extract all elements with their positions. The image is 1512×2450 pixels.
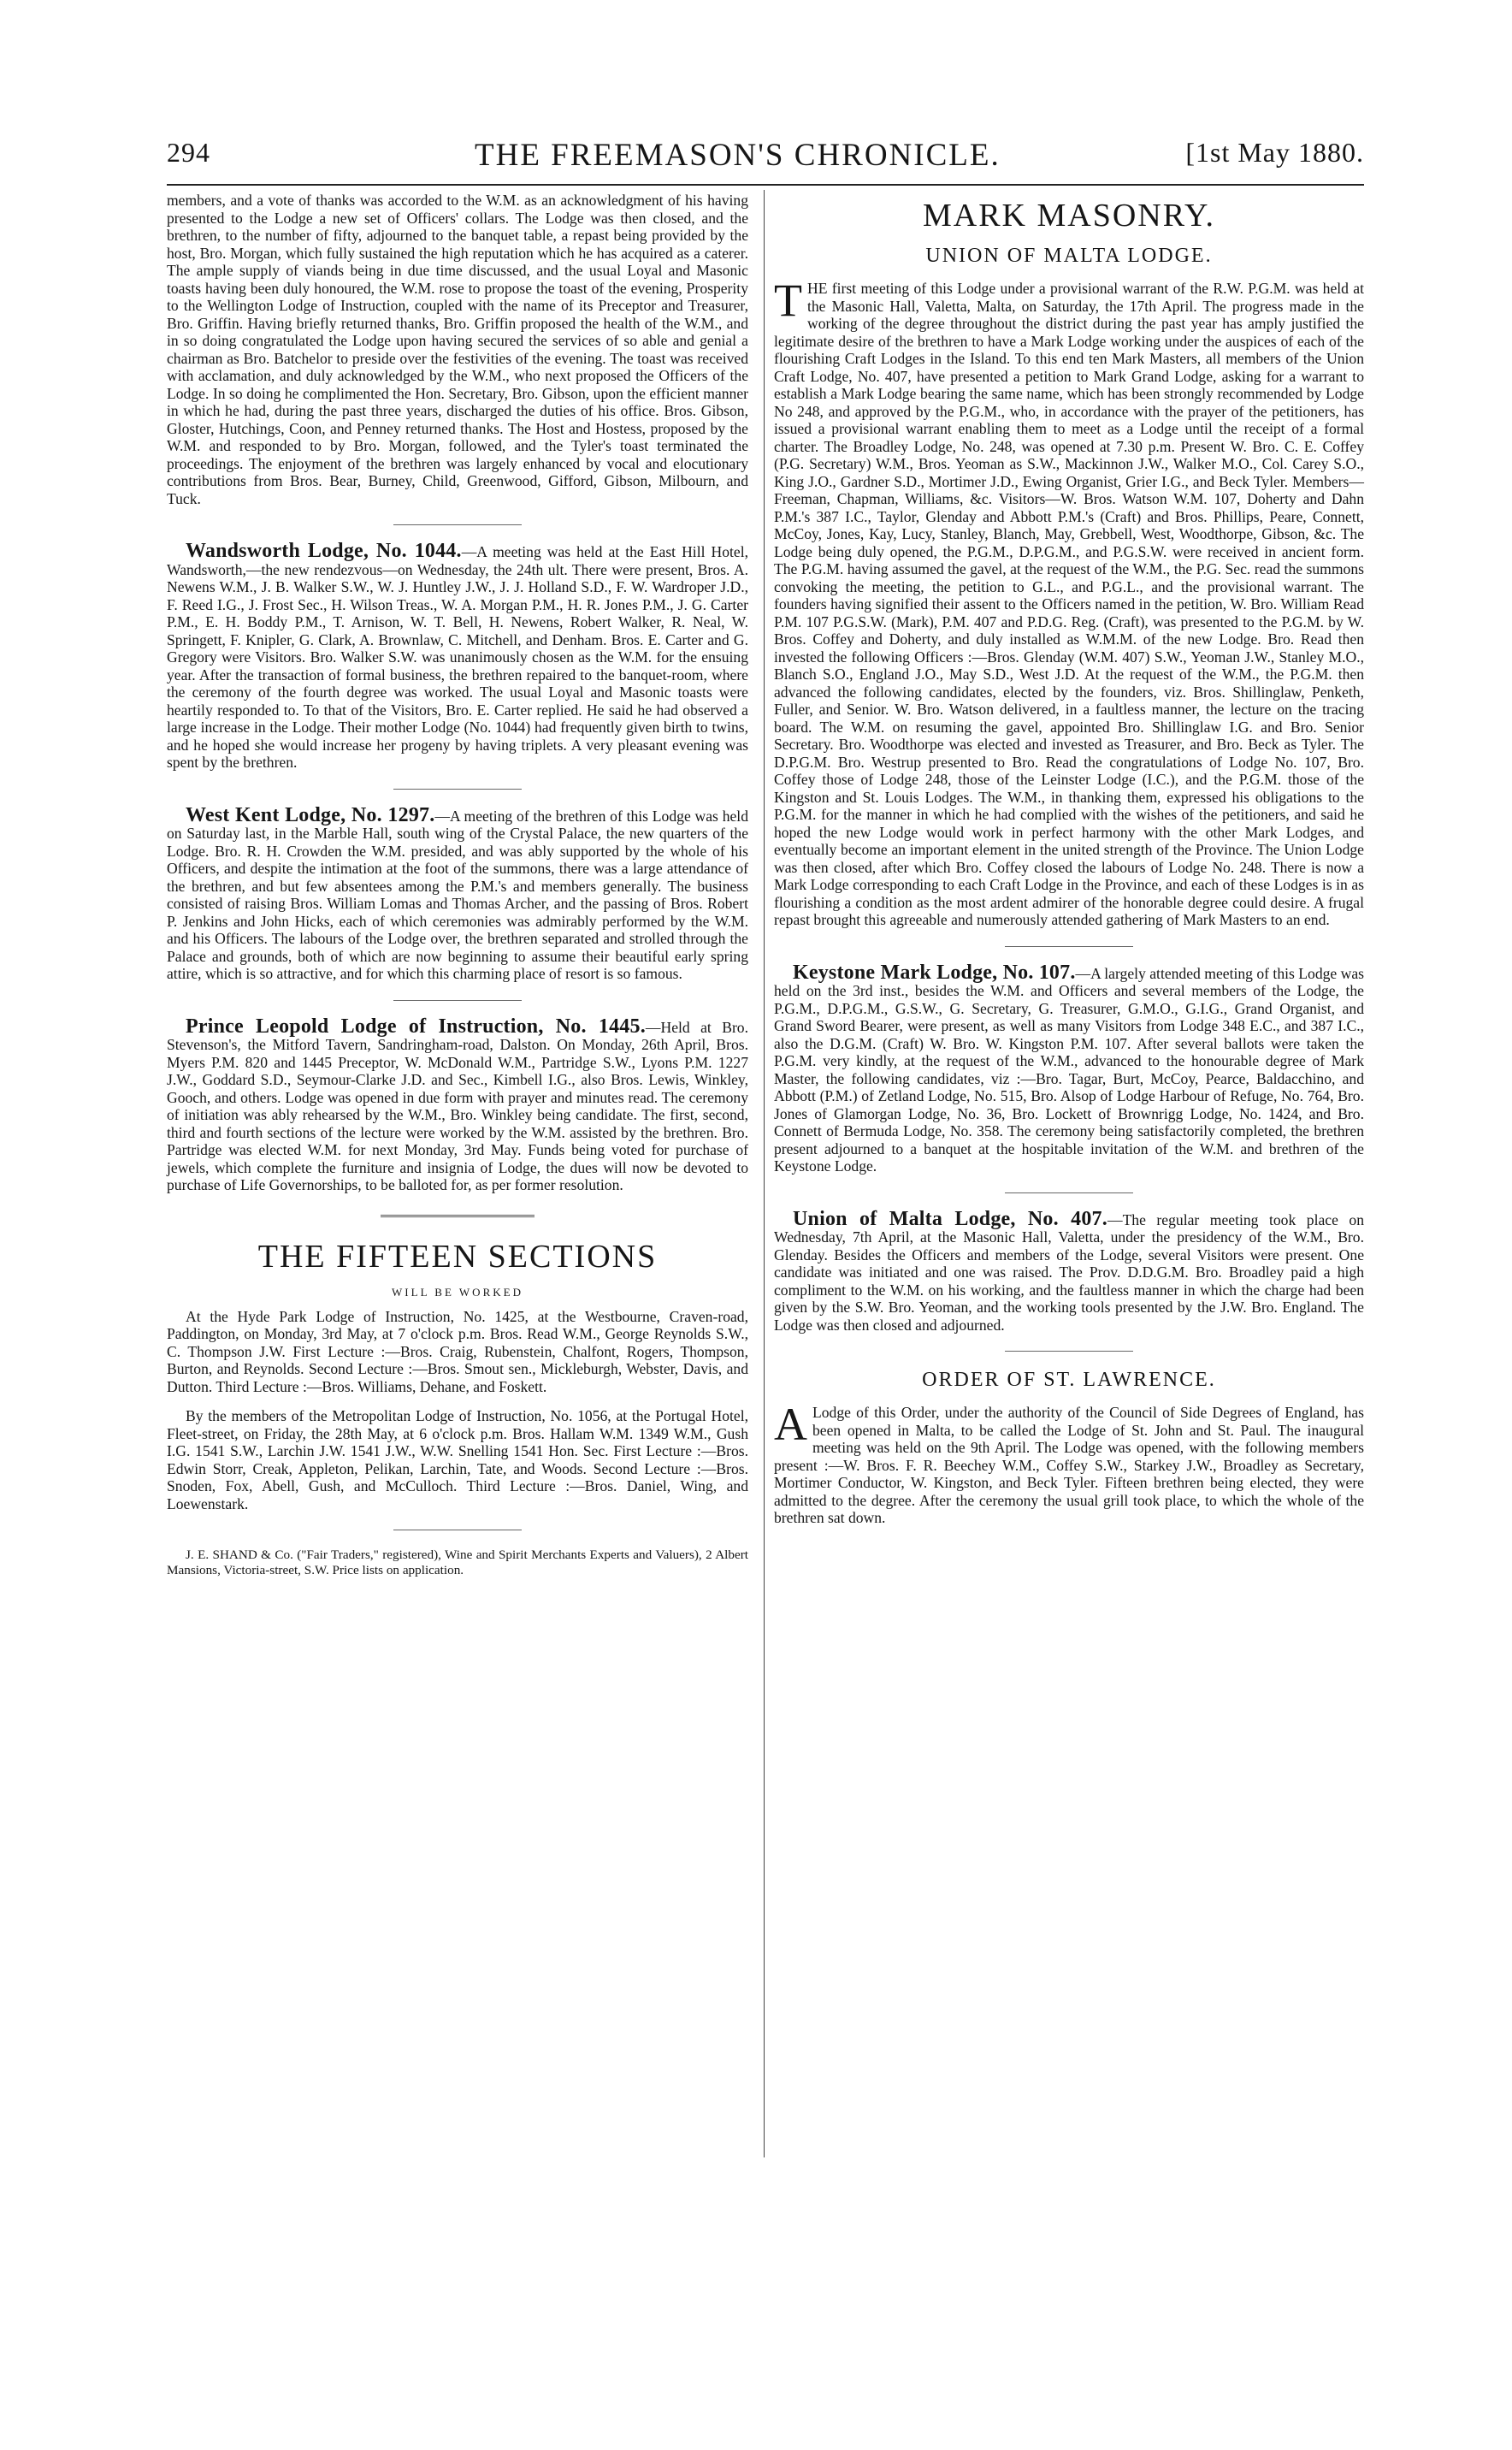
union-malta-407-body: —The regular meeting took place on Wednesday, 7th April, at the Masonic Hall, Valetta, under the presidency of the W.M., Bro. Glenday. Besides the Officers and members of the Lodge, several Visitors were present. One candidate was initiated and one was raised. The Prov. D.D.G.M. Bro. Broadley paid a high compliment to the W.M. on his working, and the faultless manner in which the charge had been given by the S.W. Bro. Yeoman, and the working tools presented by the J.W. Bro. England. The Lodge was then closed and adjourned. (774, 1210, 1364, 1334)
st-lawrence-title: ORDER OF ST. LAWRENCE. (922, 1369, 1216, 1391)
malta-dropcap: T (774, 275, 802, 326)
metropolitan-paragraph: By the members of the Metropolitan Lodge of Instruction, No. 1056, at the Portugal Hotel, Fleet-street, on Friday, the 28th May, at 6 o'clock p.m. Bros. Hallam W.M. 1349 W.M., Gush I.G. 1541 S.W., Larchin J.W. 1541 J.W., W.W. Snelling 1541 Hon. Sec. First Lecture :—Bros. Edwin Storr, Creak, Appleton, Pelikan, Larchin, Tate, and Woods. Second Lecture :—Bros. Snoden, Fox, Abell, Gush, and McCulloch. Third Lecture :—Bros. Daniel, Wing, and Loewenstark. (167, 1407, 748, 1512)
wandsworth-article (167, 542, 748, 772)
keystone-article (774, 961, 1365, 1175)
hyde-park-paragraph: At the Hyde Park Lodge of Instruction, No. 1425, at the Westbourne, Craven-road, Paddington, on Monday, 3rd May, at 7 o'clock p.m. Bros. Read W.M., George Reynolds S.W., C. Thompson J.W. First Lecture :—Bros. Craig, Rubenstein, Chalfont, Rogers, Thompson, Burton, and Reynolds. Second Lecture :—Bros. Smout sen., Mickleburgh, Webster, Davis, and Dutton. Third Lecture :—Bros. Williams, Dehane, and Foskett. (167, 1307, 748, 1395)
header-rule (167, 184, 1364, 186)
section-separator (393, 1000, 522, 1001)
westkent-body: —A meeting of the brethren of this Lodge was held on Saturday last, in the Marble Hall, south wing of the Crystal Palace, the new quarters of the Lodge. Bro. R. H. Crowden the W.M. presided, and was ably supported by the whole of his Officers, and despite the intimation at the foot of the summons, there was a large attendance of the brethren, and but few absentees among the P.M.'s and members generally. The business consisted of raising Bros. William Lomas and Thomas Archer, and the passing of Bros. Robert P. Jenkins and John Hicks, each of which ceremonies was admirably performed by the W.M. and his Officers. The labours of the Lodge over, the brethren separated and strolled through the Palace and grounds, both of which are now beginning to assume their beautiful early spring attire, which is so attractive, and for which this charming place of resort is so famous. (167, 807, 748, 982)
wandsworth-body: —A meeting was held at the East Hill Hotel, Wandsworth,—the new rendezvous—on Wednesday, the 24th ult. There were present, Bros. A. Newens W.M., J. B. Walker S.W., W. J. Huntley J.W., J. J. Holland S.D., F. W. Wardroper J.D., F. Reed I.G., J. Frost Sec., H. Wilson Treas., W. A. Morgan P.M., H. R. Jones P.M., J. G. Carter P.M., E. H. Boddy P.M., T. Arnison, W. T. Bell, H. Newens, Robert Walker, R. Neal, W. Springett, F. Knipler, G. Clark, A. Brownlaw, C. Mitchell, and Denham. Bros. E. Carter and G. Gregory were Visitors. Bro. Walker S.W. was unanimously chosen as the W.M. for the ensuing year. After the transaction of formal business, the brethren repaired to the banquet-room, where the ceremony of the fourth degree was worked. The usual Loyal and Masonic toasts were heartily responded to. To that of the Visitors, Bro. E. Carter replied. He said he had observed a large increase in the Lodge. Their mother Lodge (No. 1044) had frequently given birth to twins, and he hoped she would increase her progeny by having triplets. A very pleasant evening was spent by the brethren. (167, 543, 748, 771)
st-lawrence-article (774, 1399, 1364, 1527)
shand-advert: J. E. SHAND & Co. ("Fair Traders," registered), Wine and Spirit Merchants Experts and Valuers), 2 Albert Mansions, Victoria-street, S.W. Price lists on application. (167, 1548, 748, 1577)
union-malta-title: UNION OF MALTA LODGE. (925, 245, 1213, 267)
section-separator (1005, 1192, 1133, 1193)
right-column (774, 192, 1364, 1539)
left-column (167, 192, 748, 1590)
union-malta-article (774, 275, 1364, 929)
prince-leopold-heading: Prince Leopold Lodge of Instruction, No. 1445. (186, 1015, 646, 1038)
prince-leopold-article (167, 1015, 748, 1194)
keystone-heading: Keystone Mark Lodge, No. 107. (793, 961, 1076, 984)
intro-paragraph: members, and a vote of thanks was accorded to the W.M. as an acknowledgment of his having presented to the Lodge a new set of Officers' collars. The Lodge was then closed, and the brethren, to the number of fifty, adjourned to the banquet table, a repast being provided by the host, Bro. Morgan, which fully sustained the high reputation which he has acquired as a caterer. The ample supply of viands being in due time discussed, and the usual Loyal and Masonic toasts having been duly honoured, the W.M. rose to propose the toast of the evening, Prosperity to the Wellington Lodge of Instruction, coupled with the name of its Preceptor and Treasurer, Bro. Griffin. Having briefly returned thanks, Bro. Griffin proposed the health of the W.M., and in so doing congratulated the Lodge upon having secured the services of so able and genial a chairman as Bro. Batchelor to preside over the festivities of the evening. The toast was received with acclamation, and duly acknowledged by the W.M., who next proposed the Officers of the Lodge. In so doing he complimented the Hon. Secretary, Bro. Gibson, upon the efficient manner in which he had, during the past three years, discharged the duties of his office. Bros. Gibson, Gloster, Hutchings, Coon, and Penney returned thanks. The Host and Hostess, proposed by the W.M. and responded to by Bro. Morgan, followed, and the Tyler's toast terminated the proceedings. The enjoyment of the brethren was largely enhanced by vocal and elocutionary contributions from Bros. Bear, Burney, Child, Greenwood, Gifford, Gibson, Milbourn, and Tuck. (167, 192, 748, 507)
issue-date: [1st May 1880. (1185, 137, 1364, 168)
union-malta-407-article (774, 1207, 1364, 1334)
section-separator (393, 789, 522, 790)
newspaper-title: THE FREEMASON'S CHRONICLE. (475, 138, 1001, 173)
section-separator (1005, 946, 1133, 947)
fifteen-sections-subtitle: WILL BE WORKED (392, 1285, 523, 1299)
prince-leopold-body: —Held at Bro. Stevenson's, the Mitford Tavern, Sandringham-road, Dalston. On Monday, 26th April, Bros. Myers P.M. 820 and 1445 Preceptor, W. McDonald W.M., Partridge S.W., Lyons P.M. 1227 J.W., Goddard S.D., Seymour-Clarke J.D. and Sec., Kimbell I.G., also Bros. Lewis, Winkley, Gooch, and others. Lodge was opened in due form with prayer and minutes read. The ceremony of initiation was ably rehearsed by the W.M., Bro. Winkley being candidate. The first, second, third and fourth sections of the lecture were worked by the W.M. assisted by the brethren. Bro. Partridge was elected W.M. for next Monday, 3rd May. Funds being voted for purchase of jewels, which complete the furniture and insignia of Lodge, the dues will now be devoted to purchase of Life Governorships, to be balloted for, as per former resolution. (167, 1018, 748, 1193)
section-separator (393, 524, 522, 525)
lawrence-dropcap: A (774, 1399, 807, 1450)
union-malta-body: HE first meeting of this Lodge under a provisional warrant of the R.W. P.G.M. was held at the Masonic Hall, Valetta, Malta, on Saturday, the 17th April. The progress made in the working of the degree throughout the district during the past year has amply justified the legitimate desire of the brethren to have a Mark Lodge working under the auspices of each of the flourishing Craft Lodges in the Island. To this end ten Mark Masters, all members of the Union Craft Lodge, No. 407, have presented a petition to Mark Grand Lodge, asking for a warrant to establish a Mark Lodge bearing the same name, which has been strongly recommended by Lodge No 248, and approved by the P.G.M., who, in accordance with the prayer of the petitioners, has issued a provisional warrant enabling them to meet as a Lodge until the receipt of a formal charter. The Broadley Lodge, No. 248, was opened at 7.30 p.m. Present W. Bro. C. E. Coffey (P.G. Secretary) W.M., Bros. Yeoman as S.W., Mackinnon J.W., Walker M.O., Col. Carey S.O., King J.O., Gardner S.D., Mortimer J.D., Ewing Organist, Grier I.G., and Beck Tyler. Members—Freeman, Chapman, Williams, &c. Visitors—W. Bros. Watson W.M. 107, Doherty and Dahn P.M.'s 387 I.C., Taylor, Glenday and Abbott P.M.'s (Craft) and Bros. Phillips, Peare, Connett, McCoy, Jones, Kay, Lucy, Stanley, Blanch, May, Grebbell, West, Woodthorpe, Gibson, &c. The Lodge being duly opened, the P.G.M., D.P.G.M., and P.G.S.W. were received in ancient form. The P.G.M. having assumed the gavel, at the request of the W.M., the P.G. Sec. read the summons convoking the meeting, the petition to G.L., and P.G.L., and the provisional warrant. The founders having signified their assent to the Officers named in the petition, W. Bro. William Read P.M. 107 P.G.S.W. (Mark), P.M. 407 and P.D.G. Reg. (Craft), was presented to the P.G.M. by W. Bros. Coffey and Doherty, and duly installed as W.M.M. of the new Lodge. Bro. Read then invested the following Officers :—Bros. Glenday (W.M. 407) S.W., Yeoman J.W., Stanley M.O., Blanch S.O., England J.O., May S.D., West J.D. At the request of the W.M., the P.G.M. then advanced the following candidates, elected by the founders, viz. Bros. Shillinglaw, Penketh, Fuller, and Senior. W. Bro. Watson delivered, in a faultless manner, the lecture on the tracing board. The W.M. on resuming the gavel, appointed Bro. Shillinglaw I.G. and Bro. Senior Secretary. Bro. Woodthorpe was elected and invested as Treasurer, and Bro. Beck as Tyler. The D.P.G.M. Bro. Westrup presented to Bro. Read the congratulations of Lodge No. 107, Bro. Coffey those of Lodge 248, those of the Leinster Lodge (I.C.), and the P.G.M. those of the Kingston and St. Louis Lodges. The W.M., in thanking them, expressed his obligations to the P.G.M. for the manner in which he had complied with the wishes of the petitioners, and said he hoped the new Lodge would work in perfect harmony with the other Mark Lodges, and eventually become an important element in the united strength of the Province. The Union Lodge was then closed, after which Bro. Coffey closed the labours of Lodge No. 248. There is now a Mark Lodge corresponding to each Craft Lodge in the Province, and each of these Lodges is in as flourishing a condition as the most ardent admirer of the honorable degree could desire. A frugal repast brought this agreeable and numerously attended gathering of Mark Masters to an end. (774, 280, 1364, 928)
westkent-heading: West Kent Lodge, No. 1297. (186, 803, 435, 826)
mark-masonry-title: MARK MASONRY. (922, 198, 1216, 234)
masthead (167, 137, 1364, 180)
double-rule (381, 1215, 535, 1217)
fifteen-sections-title: THE FIFTEEN SECTIONS (257, 1238, 658, 1275)
section-separator (1005, 1351, 1133, 1352)
keystone-body: —A largely attended meeting of this Lodge was held on the 3rd inst., besides the W.M. and Officers and several members of the Lodge, the P.G.M., D.P.G.M., G.S.W., G. Secretary, G. Treasurer, G.M.O., G.I.G., Grand Organist, and Grand Sword Bearer, were present, as well as many Visitors from Lodge 348 E.C., and 387 I.C., also the D.G.M. (Craft) W. Bro. W. Kingston P.M. 107. After several ballots were taken the P.G.M. very kindly, at the request of the W.M., advanced to the honourable degree of Mark Master, the following candidates, viz :—Bro. Tagar, Burt, McCoy, Pearce, Baldacchino, and Abbott (P.M.) of Zetland Lodge, No. 515, Bro. Alsop of Lodge Harbour of Refuge, No. 764, Bro. Jones of Glamorgan Lodge, No. 36, Bro. Lockett of Brownrigg Lodge, No. 1424, and Bro. Connett of Bermuda Lodge, No. 358. The ceremony being satisfactorily completed, the brethren present adjourned to a banquet at the hospitable invitation of the W.M. and brethren of the Keystone Lodge. (774, 964, 1365, 1175)
union-malta-407-heading: Union of Malta Lodge, No. 407. (793, 1207, 1107, 1230)
westkent-article (167, 803, 748, 983)
wandsworth-heading: Wandsworth Lodge, No. 1044. (186, 540, 462, 562)
st-lawrence-body: Lodge of this Order, under the authority of the Council of Side Degrees of England, has been opened in Malta, to be called the Lodge of St. John and St. Paul. The inaugural meeting was held on the 9th April. The Lodge was opened, with the following members present :—W. Bros. F. R. Beechey W.M., Coffey S.W., Starkey J.W., Broadley as Secretary, Mortimer Conductor, W. Kingston, and Beck Tyler. Fifteen brethren being elected, they were admitted to the degree. After the ceremony the usual grill took place, to which the whole of the brethren sat down. (774, 1404, 1364, 1526)
column-divider (764, 190, 765, 2157)
page-number: 294 (167, 137, 210, 168)
